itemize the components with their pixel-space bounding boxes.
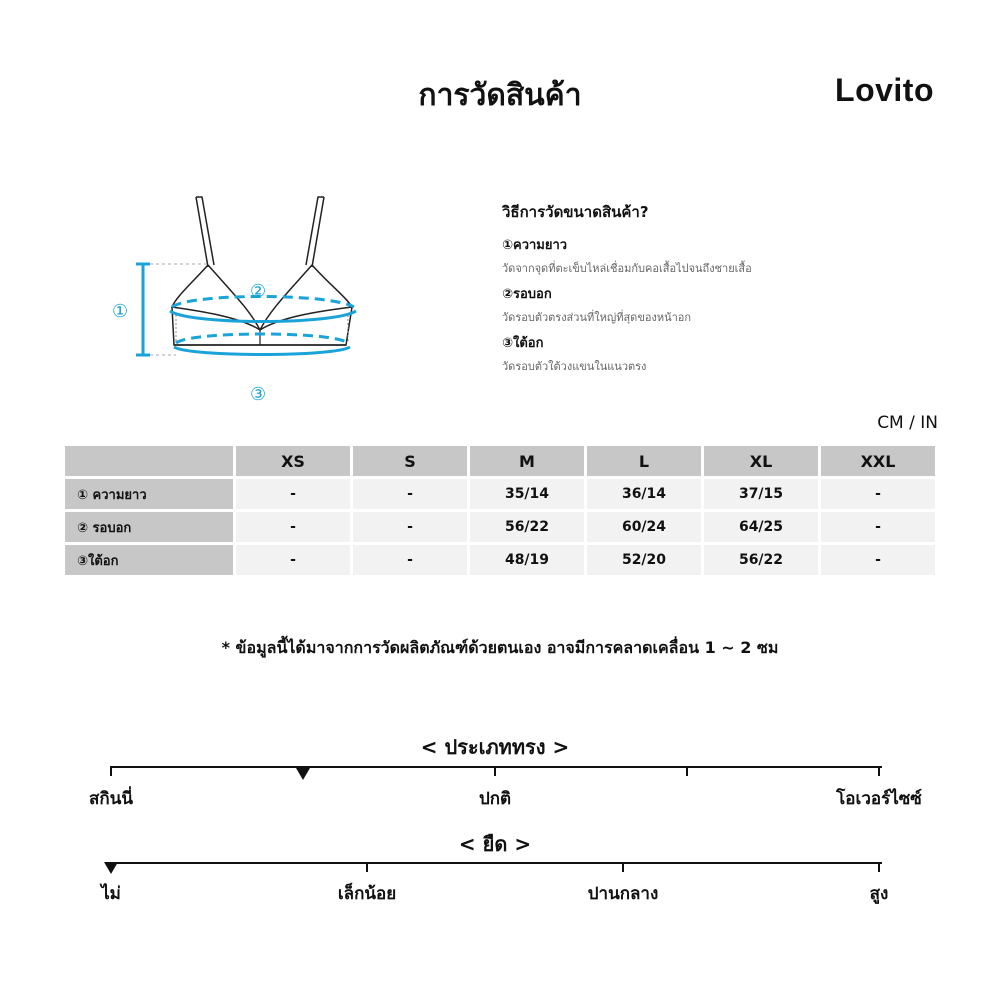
- stretch-scale-tick: [366, 862, 368, 872]
- stretch-scale-title: < ยืด >: [458, 832, 532, 856]
- table-cell: -: [821, 479, 935, 509]
- table-cell: 37/15: [704, 479, 818, 509]
- bra-measurement-diagram: [90, 185, 390, 415]
- stretch-label-none: ไม่: [101, 884, 121, 904]
- size-column-l: L: [587, 446, 701, 476]
- table-row: [65, 545, 935, 575]
- stretch-label-slight: เล็กน้อย: [337, 884, 397, 904]
- page-title: การวัดสินค้า: [418, 78, 582, 113]
- table-cell: -: [353, 545, 467, 575]
- fit-scale-marker: [296, 768, 310, 780]
- table-cell: -: [821, 545, 935, 575]
- how-to-heading: ①ความยาว: [502, 238, 568, 253]
- size-table: [62, 443, 938, 578]
- table-cell: -: [821, 512, 935, 542]
- size-column-m: M: [470, 446, 584, 476]
- size-column-xs: XS: [236, 446, 350, 476]
- how-to-heading: ②รอบอก: [502, 287, 552, 302]
- table-cell: 52/20: [587, 545, 701, 575]
- fit-label-skinny: สกินนี่: [89, 789, 133, 809]
- fit-scale-tick: [494, 766, 496, 776]
- how-to-title: วิธีการวัดขนาดสินค้า?: [502, 203, 649, 221]
- table-cell: 64/25: [704, 512, 818, 542]
- table-row: [65, 512, 935, 542]
- how-to-item-length: [502, 234, 942, 277]
- fit-scale-line: [110, 766, 882, 768]
- row-label-bust: ② รอบอก: [65, 512, 233, 542]
- fit-label-regular: ปกติ: [478, 789, 512, 809]
- table-cell: 35/14: [470, 479, 584, 509]
- how-to-heading: ③ใต้อก: [502, 336, 544, 351]
- table-corner-cell: [65, 446, 233, 476]
- stretch-scale-marker: [104, 862, 118, 874]
- how-to-description: วัดจากจุดที่ตะเข็บไหล่เชื่อมกับคอเสื้อไปจนถึงชายเสื้อ: [502, 262, 752, 275]
- table-cell: -: [353, 512, 467, 542]
- stretch-scale-tick: [622, 862, 624, 872]
- stretch-label-high: สูง: [869, 884, 889, 904]
- marker-bust: ②: [250, 281, 267, 302]
- stretch-scale-line: [110, 862, 882, 864]
- stretch-label-medium: ปานกลาง: [587, 884, 659, 904]
- table-cell: 56/22: [470, 512, 584, 542]
- fit-scale-tick: [686, 766, 688, 776]
- size-table-header-row: [65, 446, 935, 476]
- table-cell: 60/24: [587, 512, 701, 542]
- how-to-description: วัดรอบตัวตรงส่วนที่ใหญ่ที่สุดของหน้าอก: [502, 311, 692, 324]
- how-to-measure: [502, 200, 942, 381]
- table-cell: -: [353, 479, 467, 509]
- how-to-item-bust: [502, 283, 942, 326]
- fit-label-oversize: โอเวอร์ไซซ์: [836, 789, 922, 809]
- measurement-disclaimer: * ข้อมูลนี้ได้มาจากการวัดผลิตภัณฑ์ด้วยตนเอง อาจมีการคลาดเคลื่อน 1 ~ 2 ซม: [221, 638, 779, 657]
- unit-label: CM / IN: [877, 413, 938, 433]
- row-label-length: ① ความยาว: [65, 479, 233, 509]
- table-cell: -: [236, 545, 350, 575]
- size-column-s: S: [353, 446, 467, 476]
- stretch-scale-tick: [878, 862, 880, 872]
- marker-underbust: ③: [250, 384, 267, 405]
- table-cell: -: [236, 479, 350, 509]
- table-row: [65, 479, 935, 509]
- fit-scale-tick: [878, 766, 880, 776]
- size-column-xxl: XXL: [821, 446, 935, 476]
- marker-length: ①: [112, 301, 129, 322]
- table-cell: 48/19: [470, 545, 584, 575]
- table-cell: -: [236, 512, 350, 542]
- row-label-underbust: ③ใต้อก: [65, 545, 233, 575]
- fit-scale-tick: [110, 766, 112, 776]
- fit-scale-title: < ประเภททรง >: [420, 735, 570, 759]
- table-cell: 36/14: [587, 479, 701, 509]
- how-to-item-underbust: [502, 332, 942, 375]
- brand-logo: Lovito: [835, 72, 934, 108]
- size-column-xl: XL: [704, 446, 818, 476]
- how-to-description: วัดรอบตัวใต้วงแขนในแนวตรง: [502, 360, 647, 373]
- table-cell: 56/22: [704, 545, 818, 575]
